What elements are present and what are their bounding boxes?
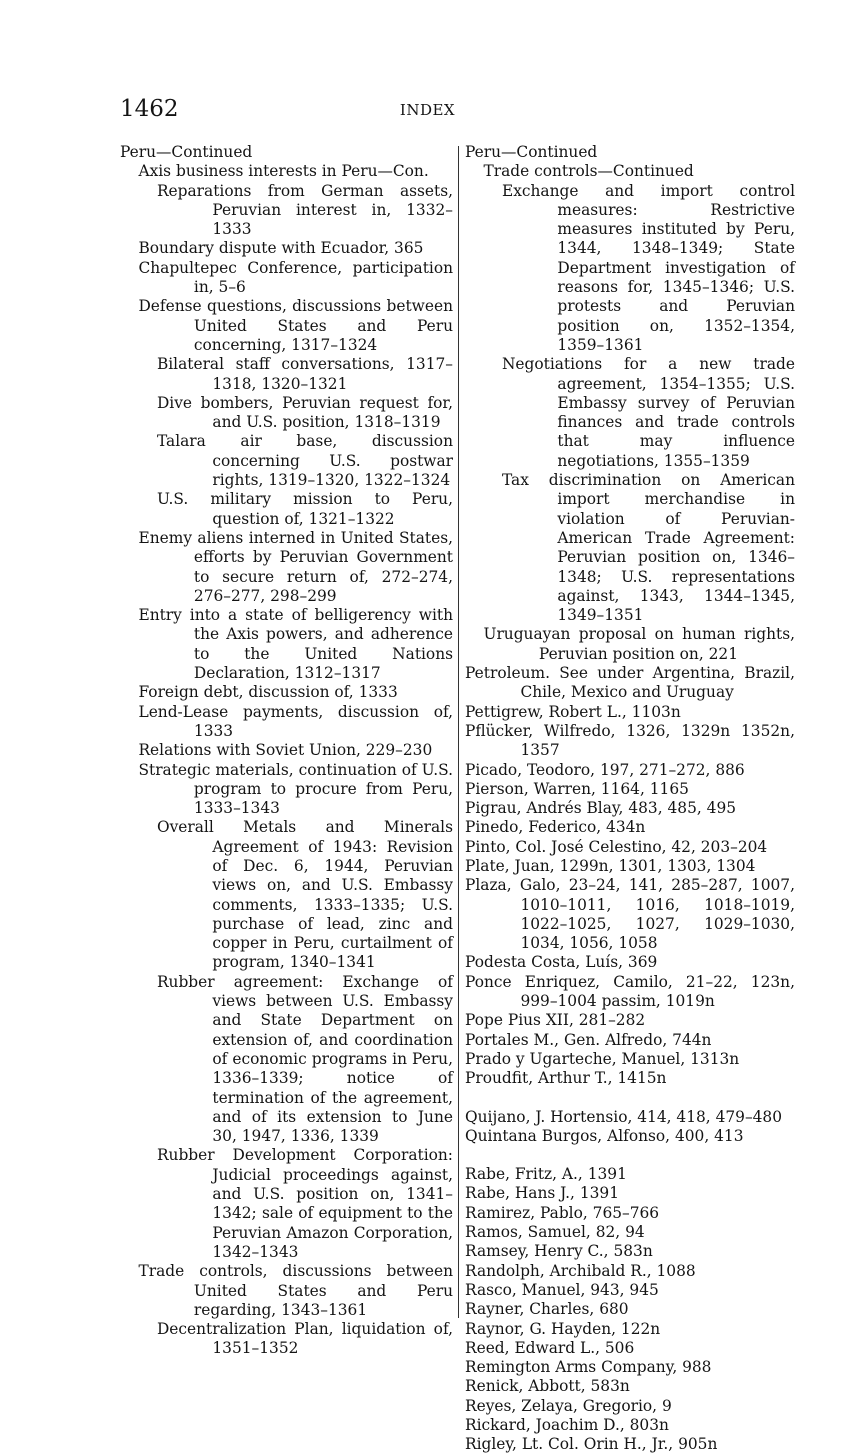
index-entry: Defense questions, discussions between United States and Peru concerning, 1317–1324: [138, 297, 453, 354]
index-entry: Pope Pius XII, 281–282: [465, 1011, 646, 1030]
index-entry: Portales M., Gen. Alfredo, 744n: [465, 1030, 712, 1049]
index-entry: U.S. military mission to Peru, question of, 1321–1322: [156, 490, 453, 528]
index-entry: Ponce Enriquez, Camilo, 21–22, 123n, 999–1004 passim, 1019n: [465, 972, 795, 1011]
index-entry: Exchange and import control measures: Restrictive measures instituted by Peru, 1344, 1348–1349; State Department investigation of reasons for, 1345–1346; U.S. protests and Peruvian position on, 1352–1354, 1359–1361: [501, 181, 795, 354]
index-entry: Negotiations for a new trade agreement, 1354–1355; U.S. Embassy survey of Peruvian finances and trade controls that may influence negotiations, 1355–1359: [501, 355, 795, 470]
index-entry: Rabe, Hans J., 1391: [465, 1184, 619, 1203]
index-entry: Pettigrew, Robert L., 1103n: [465, 702, 681, 721]
index-entry: Foreign debt, discussion of, 1333: [138, 683, 398, 702]
index-entry: Peru—Continued: [120, 143, 253, 161]
index-entry: Ramirez, Pablo, 765–766: [465, 1203, 660, 1222]
index-entry: Picado, Teodoro, 197, 271–272, 886: [465, 760, 745, 779]
index-entry: Trade controls, discussions between United States and Peru regarding, 1343–1361: [138, 1262, 453, 1319]
index-entry: Podesta Costa, Luís, 369: [465, 953, 658, 972]
index-entry: Pinedo, Federico, 434n: [465, 818, 646, 837]
index-entry: Entry into a state of belligerency with the Axis powers, and adherence to the United Nations Declaration, 1312–1317: [138, 606, 453, 683]
index-entry: Rickard, Joachim D., 803n: [465, 1416, 669, 1434]
index-entry: Decentralization Plan, liquidation of, 1351–1352: [156, 1320, 453, 1358]
index-entry: Rubber agreement: Exchange of views between U.S. Embassy and State Department on extension of, and coordination of economic programs in Peru, 1336–1339; notice of termination of the agreement, and of its extension to June 30, 1947, 1336, 1339: [156, 972, 453, 1146]
index-entry: Overall Metals and Minerals Agreement of 1943: Revision of Dec. 6, 1944, Peruvian views on, and U.S. Embassy comments, 1333–1335; U.S. purchase of lead, zinc and copper in Peru, curtailment of program, 1340–1341: [156, 818, 453, 972]
index-entry: Plaza, Galo, 23–24, 141, 285–287, 1007, 1010–1011, 1016, 1018–1019, 1022–1025, 1027, 1029–1030, 1034, 1056, 1058: [465, 876, 795, 953]
index-entry: Rasco, Manuel, 943, 945: [465, 1280, 659, 1299]
index-entry: Pigrau, Andrés Blay, 483, 485, 495: [465, 799, 737, 818]
index-entry: Reparations from German assets, Peruvian interest in, 1332–1333: [156, 181, 453, 239]
index-column-left: [120, 143, 453, 1359]
index-entry: Renick, Abbott, 583n: [465, 1377, 630, 1396]
index-entry: Rabe, Fritz, A., 1391: [465, 1165, 627, 1184]
index-entry: Trade controls—Continued: [483, 162, 694, 181]
index-entry: Reyes, Zelaya, Gregorio, 9: [465, 1396, 672, 1415]
index-entry: Rigley, Lt. Col. Orin H., Jr., 905n: [465, 1435, 718, 1454]
index-entry: Pierson, Warren, 1164, 1165: [465, 779, 689, 798]
index-entry: Ramsey, Henry C., 583n: [465, 1242, 653, 1261]
index-entry: Rayner, Charles, 680: [465, 1300, 629, 1319]
index-entry: Relations with Soviet Union, 229–230: [138, 741, 433, 760]
index-entry: Quintana Burgos, Alfonso, 400, 413: [465, 1126, 744, 1145]
index-entry: Proudfit, Arthur T., 1415n: [465, 1069, 667, 1088]
index-entry: Peru—Continued: [465, 143, 598, 161]
index-entry: Pflücker, Wilfredo, 1326, 1329n 1352n, 1357: [465, 721, 795, 760]
index-entry: Dive bombers, Peruvian request for, and U.S. position, 1318–1319: [156, 393, 453, 432]
index-entry: Lend-Lease payments, discussion of, 1333: [138, 702, 453, 740]
index-entry: Talara air base, discussion concerning U.S. postwar rights, 1319–1320, 1322–1324: [156, 432, 453, 490]
page-header: [120, 96, 735, 126]
running-title: INDEX: [399, 101, 456, 119]
page-number: 1462: [120, 96, 179, 122]
index-entry: Remington Arms Company, 988: [465, 1358, 712, 1377]
index-entry: Chapultepec Conference, participation in, 5–6: [138, 258, 453, 297]
index-entry: Boundary dispute with Ecuador, 365: [138, 239, 424, 258]
index-entry: Quijano, J. Hortensio, 414, 418, 479–480: [465, 1107, 783, 1126]
index-entry: Strategic materials, continuation of U.S. program to procure from Peru, 1333–1343: [138, 760, 453, 818]
index-entry: Petroleum. See under Argentina, Brazil, Chile, Mexico and Uruguay: [465, 664, 795, 702]
index-entry: Enemy aliens interned in United States, efforts by Peruvian Government to secure return of, 272–274, 276–277, 298–299: [138, 528, 453, 605]
section-gap: [465, 1089, 795, 1108]
index-column-right: [465, 143, 795, 1455]
index-entry: Uruguayan proposal on human rights, Peruvian position on, 221: [483, 625, 795, 663]
index-entry: Reed, Edward L., 506: [465, 1338, 635, 1357]
index-entry: Ramos, Samuel, 82, 94: [465, 1223, 645, 1242]
column-divider: [458, 146, 459, 1318]
index-entry: Prado y Ugarteche, Manuel, 1313n: [465, 1049, 740, 1068]
index-entry: Tax discrimination on American import merchandise in violation of Peruvian-American Trade Agreement: Peruvian position on, 1346–1348; U.S. representations against, 1343, 1344–1345, 1349–1351: [501, 471, 795, 625]
section-gap: [465, 1146, 795, 1165]
index-entry: Raynor, G. Hayden, 122n: [465, 1319, 661, 1338]
index-entry: Bilateral staff conversations, 1317–1318, 1320–1321: [156, 355, 453, 393]
index-entry: Randolph, Archibald R., 1088: [465, 1261, 696, 1280]
index-entry: Rubber Development Corporation: Judicial proceedings against, and U.S. position on, 1341–1342; sale of equipment to the Peruvian Amazon Corporation, 1342–1343: [156, 1146, 453, 1261]
index-entry: Axis business interests in Peru—Con.: [138, 162, 429, 181]
index-entry: Plate, Juan, 1299n, 1301, 1303, 1304: [465, 856, 756, 875]
index-entry: Pinto, Col. José Celestino, 42, 203–204: [465, 837, 768, 856]
